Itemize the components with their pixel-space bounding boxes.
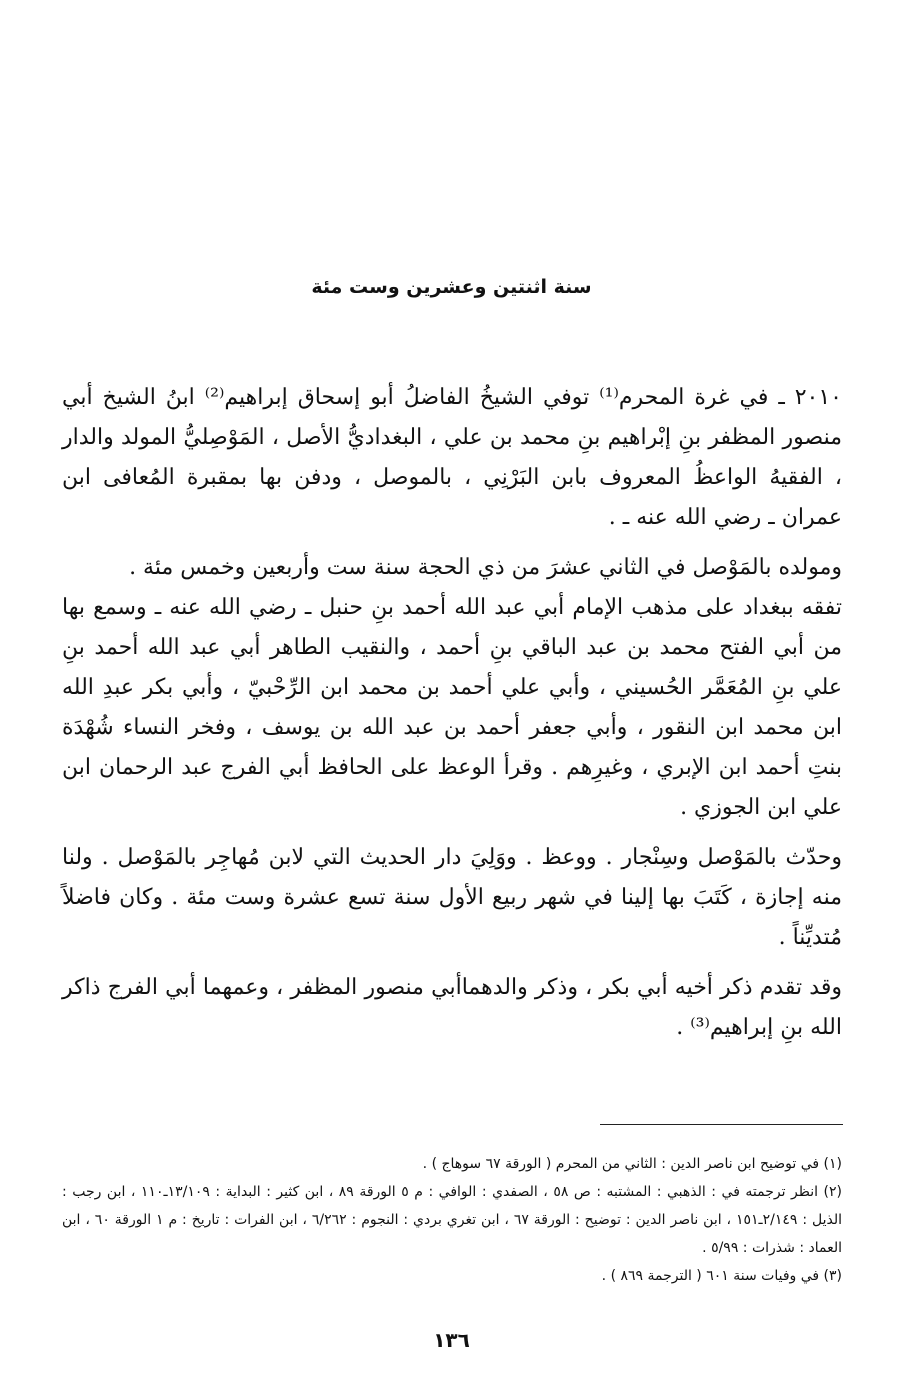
- footnotes: [62, 1150, 842, 1290]
- footnote-2: (٢) انظر ترجمته في : الذهبي : المشتبه : ص ٥٨ ، الصفدي : الوافي : م ٥ الورقة ٨٩ ، ابن كثير : البداية : ١٣/١٠٩ـ١١٠ ، ابن رجب : الذيل : ٢/١٤٩ـ١٥١ ، ابن ناصر الدين : توضيح : الورقة ٦٧ ، ابن تغري بردي : النجوم : ٦/٢٦٢ ، ابن الفرات : تاريخ : م ١ الورقة ٦٠ ، ابن العماد : شذرات : ٥/٩٩ .: [62, 1184, 842, 1256]
- paragraph-birth: ومولده بالمَوْصل في الثاني عشرَ من ذي الحجة سنة ست وأربعين وخمس مئة .: [129, 555, 842, 580]
- paragraph-entry-2010: ٢٠١٠ ـ في غرة المحرم⁽¹⁾ توفي الشيخُ الفاضلُ أبو إسحاق إبراهيم⁽²⁾ ابنُ الشيخ أبي منصور المظفر بنِ إبْراهيم بنِ محمد بن علي ، البغداديُّ الأصل ، المَوْصِليُّ المولد والدار ، الفقيهُ الواعظُ المعروف بابن البَرْنِي ، بالموصل ، ودفن بها بمقبرة المُعافى ابن عمران ـ رضي الله عنه ـ .: [62, 385, 842, 530]
- paragraph-teaching: وحدّث بالمَوْصل وسِنْجار . ووعظ . ووَلِيَ دار الحديث التي لابن مُهاجِر بالمَوْصل . ولنا منه إجازة ، كَتَبَ بها إلينا في شهر ربيع الأول سنة تسع عشرة وست مئة . وكان فاضلاً مُتديِّناً .: [62, 845, 842, 950]
- paragraph-family: وقد تقدم ذكر أخيه أبي بكر ، وذكر والدهماأبي منصور المظفر ، وعمهما أبي الفرج ذاكر الله بنِ إبراهيم⁽³⁾ .: [62, 975, 842, 1040]
- page-number: ١٣٦: [433, 1328, 470, 1352]
- paragraph-study: تفقه ببغداد على مذهب الإمام أبي عبد الله أحمد بنِ حنبل ـ رضي الله عنه ـ وسمع بها من أبي الفتح محمد بن عبد الباقي بنِ أحمد ، والنقيب الطاهر أبي عبد الله أحمد بنِ علي بنِ المُعَمَّر الحُسيني ، وأبي علي أحمد بن محمد ابن الرِّحْبيّ ، وأبي بكر عبدِ الله ابن محمد ابن النقور ، وأبي جعفر أحمد بن عبد الله بن يوسف ، وفخر النساء شُهْدَة بنتِ أحمد ابن الإبري ، وغيرِهم . وقرأ الوعظ على الحافظ أبي الفرج عبد الرحمان ابن علي ابن الجوزي .: [62, 595, 842, 820]
- main-text: [62, 378, 842, 1048]
- page-title: سنة اثنتين وعشرين وست مئة: [311, 276, 592, 298]
- footnote-3: (٣) في وفيات سنة ٦٠١ ( الترجمة ٨٦٩ ) .: [601, 1268, 842, 1284]
- footnote-1: (١) في توضيح ابن ناصر الدين : الثاني من المحرم ( الورقة ٦٧ سوهاج ) .: [422, 1156, 842, 1172]
- footnote-separator: [600, 1124, 843, 1125]
